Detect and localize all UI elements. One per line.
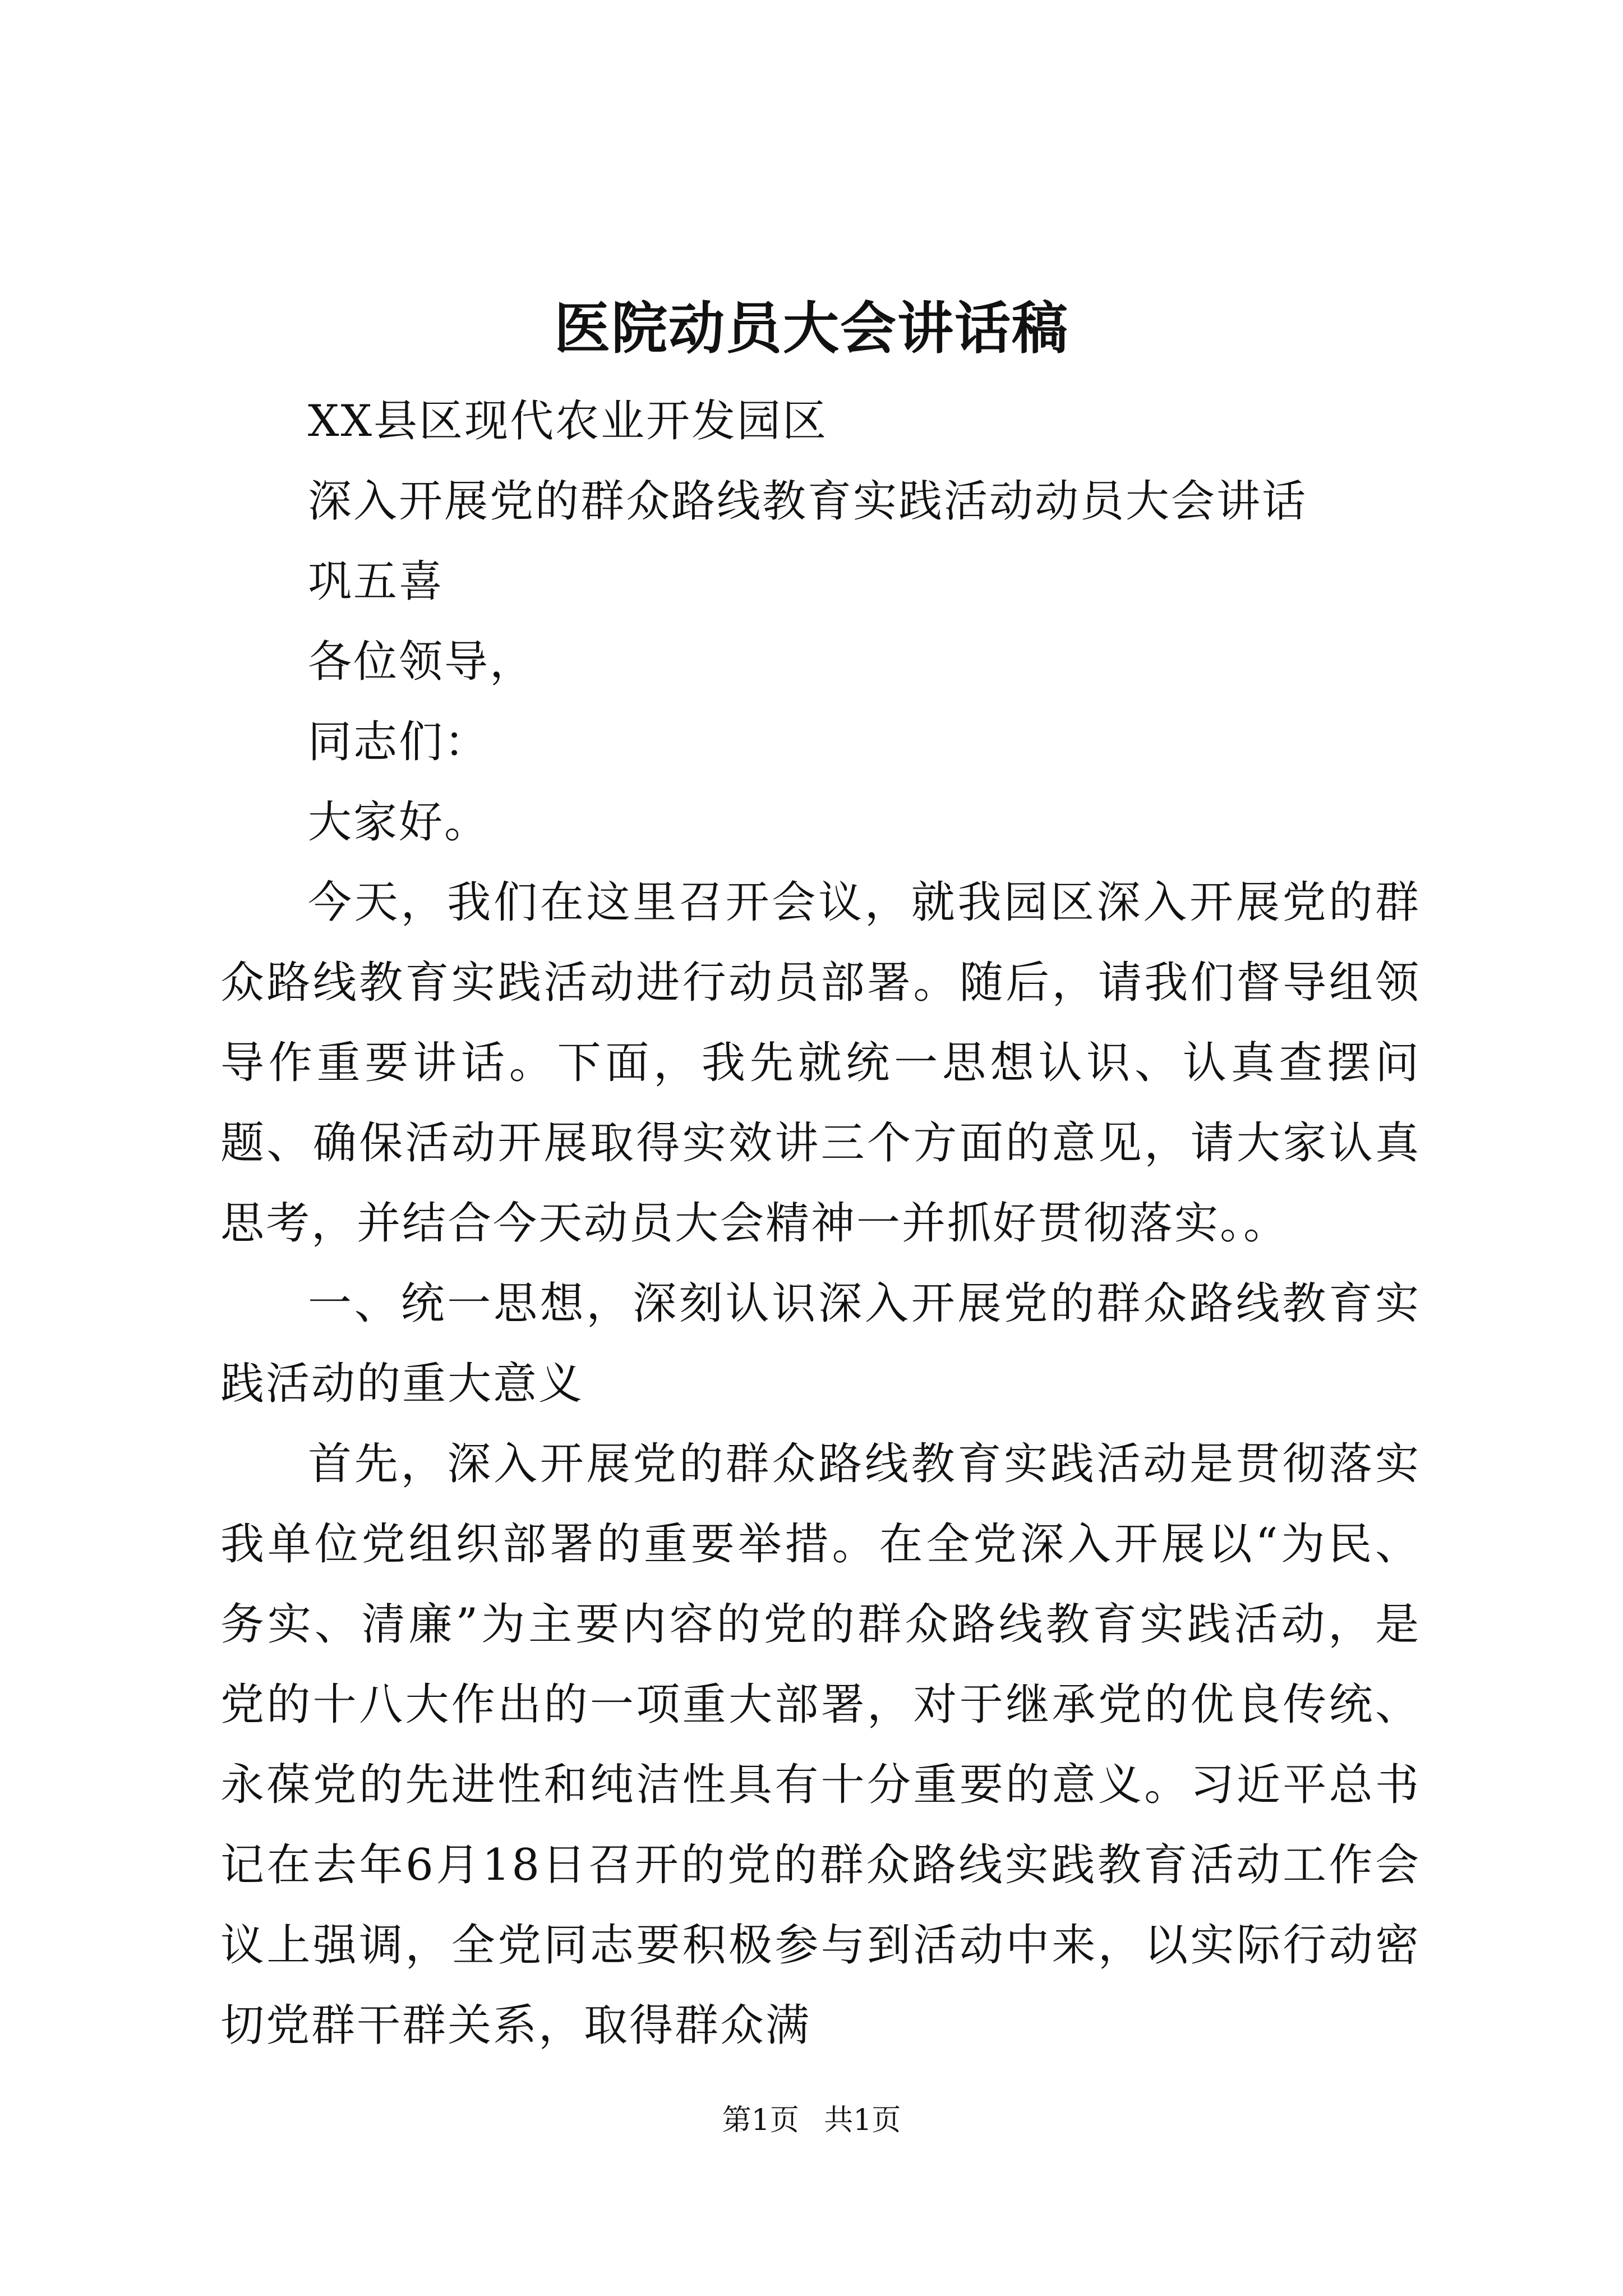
paragraph-salutation-comrades: 同志们： xyxy=(308,717,490,767)
paragraph-intro: 今天，我们在这里召开会议，就我园区深入开展党的群众路线教育实践活动进行动员部署。随后，请我们督导组领导作重要讲话。下面，我先就统一思想认识、认真查摆问题、确保活动开展取得实效讲三个方面的意见，请大家认真思考，并结合今天动员大会精神一并抓好贯彻落实。。 xyxy=(220,877,1421,1249)
page-total: 共1页 xyxy=(824,2104,901,2137)
paragraph-author: 巩五喜 xyxy=(308,556,445,607)
paragraph-greeting: 大家好。 xyxy=(308,797,490,848)
paragraph-salutation-leaders: 各位领导， xyxy=(308,637,536,687)
document-body xyxy=(220,381,1421,2066)
paragraph-section-heading: 一、统一思想，深刻认识深入开展党的群众路线教育实践活动的重大意义 xyxy=(220,1278,1421,1409)
page-footer xyxy=(0,2098,1623,2143)
page-number: 第1页 xyxy=(722,2104,799,2137)
document-title: 医院动员大会讲话稿 xyxy=(554,295,1069,361)
paragraph-first-point: 首先，深入开展党的群众路线教育实践活动是贯彻落实我单位党组织部署的重要举措。在全党深入开展以“为民、务实、清廉”为主要内容的党的群众路线教育实践活动，是党的十八大作出的一项重大部署，对于继承党的优良传统、永葆党的先进性和纯洁性具有十分重要的意义。习近平总书记在去年6月18日召开的党的群众路线实践教育活动工作会议上强调，全党同志要积极参与到活动中来，以实际行动密切党群干群关系，取得群众满 xyxy=(220,1439,1421,2051)
paragraph-subtitle: 深入开展党的群众路线教育实践活动动员大会讲话 xyxy=(308,476,1308,527)
paragraph-org: XX县区现代农业开发园区 xyxy=(308,396,828,447)
